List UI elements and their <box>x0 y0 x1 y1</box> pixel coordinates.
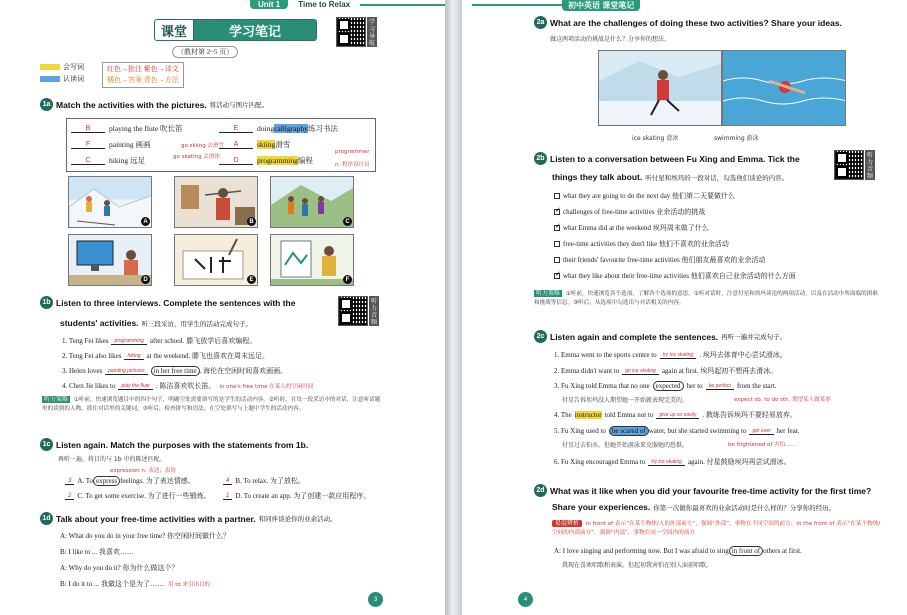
sentence-text: 3. Helen loves <box>62 367 103 375</box>
strategy-tag: 听力策略 <box>536 290 561 297</box>
sentence-2 <box>554 366 777 376</box>
answer-blank[interactable]: F <box>71 141 105 149</box>
section-1d-title <box>40 512 337 525</box>
usage-note <box>552 520 884 537</box>
right-header <box>462 0 907 10</box>
strategy-text: ①听前，快速浏览题目中的四个句子，明确空处需要填写的是学生的活动内容。②听时，在每一段采访中的对话，注意听话题里的谈到的人物，抓住对话里的关键词，③听后，检查拼写和语法，在空处填写与上题中学生的活动内容。 <box>42 397 381 412</box>
highlight-word: calligraphy <box>274 124 308 133</box>
match-item <box>71 139 150 150</box>
photo-label: B <box>247 217 256 226</box>
strategy-tag: 听力策略 <box>44 396 69 403</box>
highlight-word: skiing <box>257 140 276 149</box>
dialogue-text: B: I do it to ... 我做这个是为了…… <box>60 580 165 588</box>
sentence-6 <box>554 457 791 467</box>
sentence-text: feelings. 为了表达情感。 <box>120 477 195 485</box>
section-title-text: Listen again and complete the sentences. <box>550 331 719 342</box>
answer-blank[interactable]: programming <box>111 338 146 345</box>
section-badge: 2d <box>534 484 547 497</box>
section-title-text: Listen to three interviews. Complete the sentences with the <box>56 297 296 308</box>
highlight-word: programming <box>257 156 298 165</box>
dialogue-line <box>60 579 210 589</box>
answer-blank[interactable]: be perfect <box>706 383 734 390</box>
section-title-cn: 做这两项活动的挑战是什么？分享你的想法。 <box>550 36 671 43</box>
section-1c-title <box>40 438 308 451</box>
answer-blank[interactable]: 1 <box>223 493 232 500</box>
section-2b-title-cont <box>552 172 788 182</box>
section-1b-title-cont <box>60 318 252 328</box>
translation: 我现在喜欢唱歌和表演。但起初我害怕在别人面前唱歌。 <box>562 562 713 569</box>
checkbox-checked[interactable] <box>554 209 560 215</box>
section-title-cn: 将活动与图片匹配。 <box>209 101 269 109</box>
checkbox-checked[interactable] <box>554 225 560 231</box>
sentence-3 <box>62 366 287 376</box>
qr-label: 学习导航 <box>368 19 375 47</box>
section-badge: 2b <box>534 152 547 165</box>
audio-qr-code[interactable] <box>834 150 864 180</box>
legend <box>40 62 84 84</box>
annotation: expression n. 表达；表情 <box>110 468 176 474</box>
annotation: n. 程序设计员 <box>335 162 370 168</box>
section-title-text: Listen to a conversation between Fu Xing and Emma. Tick the <box>550 153 800 164</box>
section-title-cn: 再听一遍并完成句子。 <box>721 333 787 341</box>
answer-blank[interactable]: play the flute <box>118 383 152 390</box>
tick-item-text: what Emma did at the weekend 埃玛周末做了什么 <box>563 224 709 232</box>
answer-blank[interactable]: try ice skating <box>648 459 685 466</box>
tick-item[interactable] <box>554 255 765 265</box>
circled-word: expected <box>653 381 684 391</box>
calligraphy-illustration <box>175 235 258 286</box>
photo-b <box>174 176 258 228</box>
sentence-text: 1. Emma went to the sports centre to <box>554 351 657 359</box>
section-badge: 2c <box>534 330 547 343</box>
highlight-word: instructor <box>574 411 602 419</box>
legend-label: 认读词 <box>63 75 84 83</box>
textbook-pages: （教材第 2~5 页） <box>172 46 238 58</box>
section-title-text: What was it like when you did your favourite free-time activity for the first time? <box>550 485 872 496</box>
match-text: 编程 <box>297 156 313 165</box>
section-2d-title <box>534 484 871 497</box>
match-text: 滑雪 <box>275 140 291 149</box>
purpose-a <box>62 476 195 486</box>
ice-skating-photo <box>598 50 722 126</box>
sentence-text: . 陈洁喜欢吹长笛。 <box>155 382 216 390</box>
tick-item-text: their friends' favourite free-time activities 他们朋友最喜欢的业余活动 <box>563 256 766 264</box>
sentence-text: told Emma not to <box>604 411 654 419</box>
match-item <box>219 155 313 166</box>
note-text: in front of 表示“在某个物体/人的外部前方”，强调“外部”，事物在不同空间的前方；in the front of 表示“在某个物体/空间的内部前方”，强调“内部”，事物在同一空间内的前方 <box>552 521 881 536</box>
header-rule <box>472 4 562 6</box>
photo-d <box>68 234 152 286</box>
sentence-1 <box>62 336 256 346</box>
section-2b-title <box>534 152 800 165</box>
sentence-text: . 埃玛去体育中心尝试滑冰。 <box>699 351 787 359</box>
section-title-text: Talk about your free-time activities with a partner. <box>56 513 256 524</box>
audio-qr-code[interactable] <box>338 296 368 326</box>
sentence-text: 2. Emma didn't want to <box>554 367 620 375</box>
sentence-3 <box>554 381 776 391</box>
sentence-text: D. To create an app. 为了创建一款应用程序。 <box>235 492 371 500</box>
match-text: 练习书法 <box>307 124 338 133</box>
section-title-text: What are the challenges of doing these two activities? Share your ideas. <box>550 17 842 28</box>
section-title-text: students' activities. <box>60 318 139 328</box>
circled-phrase: be scared of <box>609 426 649 436</box>
circled-word: express <box>93 476 120 486</box>
skiing-illustration <box>69 177 152 228</box>
answer-blank[interactable]: D <box>219 157 253 165</box>
color-key-line: 红色→批注 紫色→译文 <box>107 65 179 73</box>
listening-strategy <box>42 396 382 413</box>
ice-skating-illustration <box>599 51 722 126</box>
answer-blank[interactable]: E <box>219 125 253 133</box>
sentence-text: 4. Chen Jie likes to <box>62 382 116 390</box>
match-text: hiking 远足 <box>109 156 146 165</box>
match-item <box>71 155 145 166</box>
unit-tag: Unit 1 <box>250 0 288 9</box>
annotation: programmer <box>335 149 370 155</box>
sentence-text: 3. Fu Xing told Emma that no one <box>554 382 650 390</box>
sentence-text: again. 付星鼓励埃玛再尝试滑冰。 <box>687 458 791 466</box>
section-1a-title <box>40 98 268 111</box>
left-page <box>0 0 445 615</box>
purpose-d <box>220 491 370 501</box>
page-title <box>154 19 317 41</box>
photo-c <box>270 176 354 228</box>
answer-blank[interactable]: C <box>71 157 105 165</box>
section-2d-title-cont <box>552 502 835 512</box>
answer-blank[interactable]: try ice skating <box>660 352 697 359</box>
sentence-text: 5. Fu Xing used to <box>554 427 606 435</box>
match-item <box>71 123 183 134</box>
tick-item[interactable] <box>554 207 705 217</box>
dialogue-line: A: What do you do in your free time? 你空闲时间做什么？ <box>60 532 230 540</box>
checkbox-checked[interactable] <box>554 273 560 279</box>
match-item <box>219 123 338 134</box>
title-part-b: 学习笔记 <box>194 20 316 40</box>
unit-title: Time to Relax <box>298 0 351 9</box>
legend-row-write <box>40 62 84 72</box>
sentence-text: 6. Fu Xing encouraged Emma to <box>554 458 646 466</box>
section-badge: 1b <box>40 296 53 309</box>
answer-blank[interactable]: go ice skating <box>622 368 659 375</box>
sentence-5 <box>554 426 799 436</box>
answer-blank[interactable]: B <box>71 125 105 133</box>
photo-caption: swimming 游泳 <box>714 135 759 142</box>
purpose-c <box>62 491 211 501</box>
matching-box <box>66 118 376 172</box>
annotation: in one's free time 在某人的空闲时间 <box>219 384 314 390</box>
section-title-text: Listen again. Match the purposes with the statements from 1b. <box>56 439 309 450</box>
photo-a <box>68 176 152 228</box>
section-title-text: Match the activities with the pictures. <box>56 99 207 110</box>
tick-item-text: free-time activities they don't like 他们不喜欢的业余活动 <box>563 240 729 248</box>
section-title-cn: 听三段采访，用学生的活动完成句子。 <box>141 319 253 328</box>
sentence-1 <box>554 350 787 360</box>
match-text: painting 画画 <box>109 140 151 149</box>
sentence-text: C. To get some exercise. 为了进行一些锻炼。 <box>77 492 211 500</box>
answer-blank[interactable]: get over <box>749 428 773 435</box>
sentence-4 <box>62 381 313 391</box>
blue-swatch <box>40 76 60 82</box>
checkbox[interactable] <box>554 257 560 263</box>
annotation: expect sb. to do sth. 期望某人做某事 <box>734 397 831 403</box>
dialogue-line: B: I like to ... 我喜欢…… <box>60 548 134 556</box>
answer-blank[interactable]: painting pictures <box>105 368 147 375</box>
section-title-cn: 和同伴谈论你的业余活动。 <box>258 515 337 523</box>
yellow-swatch <box>40 64 60 70</box>
tick-item-text: challenges of free-time activities 业余活动的挑战 <box>563 208 706 216</box>
sentence-text: B. To relax. 为了放松。 <box>235 477 305 485</box>
answer-blank[interactable]: 2 <box>65 493 74 500</box>
sentence-2 <box>62 351 269 361</box>
tick-item[interactable] <box>554 191 735 201</box>
tick-item[interactable] <box>554 239 729 249</box>
strategy-text: ①听前，快速浏览各个选项，了解各个选项的意思。②听对话时，注意付星和埃玛谈论的两项活动，以及在活动中所面临的困难和挑战等信息。③听后，从选项中勾选出与对话相关的内容。 <box>534 291 878 306</box>
photo-label: E <box>247 275 256 284</box>
tick-item[interactable] <box>554 271 796 281</box>
sentence-text: her fear. <box>776 427 800 435</box>
sentence-text: 4. The <box>554 411 572 419</box>
annotation: go skating 去滑冰 <box>173 154 220 160</box>
answer-text: A: I love singing and performing now. But I was afraid to sing <box>554 547 729 555</box>
sentence-text: 1. Teng Fei likes <box>62 337 109 345</box>
book-gutter <box>445 0 462 615</box>
sample-answer <box>554 546 802 556</box>
answer-text: others at first. <box>763 547 802 555</box>
match-text: playing the flute 吹长笛 <box>109 124 183 133</box>
qr-label: 听力音频 <box>370 298 377 326</box>
header-rule <box>360 4 445 6</box>
note-tag: 易混辨析 <box>552 520 582 527</box>
section-title-text: things they talk about. <box>552 172 643 182</box>
sentence-text: again at first. 埃玛起初不想再去滑冰。 <box>661 367 778 375</box>
section-2c-title <box>534 330 786 343</box>
legend-label: 会写词 <box>63 63 84 71</box>
checkbox[interactable] <box>554 193 560 199</box>
tick-item[interactable] <box>554 223 709 233</box>
dialogue-line: A: Why do you do it? 你为什么做这个？ <box>60 564 179 572</box>
section-2a-title <box>534 16 842 29</box>
programming-illustration <box>69 235 152 286</box>
page-number: 4 <box>518 592 533 607</box>
sentence-text: at the weekend. 滕飞也喜欢在周末远足。 <box>146 352 270 360</box>
annotation: 用 to 来引出目的 <box>168 582 211 588</box>
qr-code[interactable] <box>336 17 366 47</box>
photo-f <box>270 234 354 286</box>
painting-illustration <box>271 235 354 286</box>
listening-strategy <box>534 290 882 307</box>
match-text: doing <box>257 124 275 133</box>
section-title-cn: 你第一次做你最喜欢的业余活动时是什么样的？分享你的经历。 <box>653 503 836 512</box>
annotation: go skiing 去滑雪 <box>181 143 224 149</box>
swimming-photo <box>722 50 846 126</box>
photo-caption: ice skating 滑冰 <box>632 135 679 142</box>
sentence-text: water, but she started swimming to <box>648 427 747 435</box>
sentence-text: . 教练告诉埃玛不要轻易放弃。 <box>702 411 797 419</box>
translation: 付星过去怕水，但她开始游泳来克服她的恐惧。 <box>562 442 689 449</box>
sentence-text: from the start. <box>736 382 777 390</box>
header-tag: 初中英语 课堂笔记 <box>562 0 640 11</box>
tick-item-text: what they like about their free-time activities 他们喜欢自己业余活动的什么方面 <box>563 272 796 280</box>
answer-blank[interactable]: 3 <box>65 478 74 485</box>
right-page <box>462 0 907 615</box>
qr-label: 听力音频 <box>866 152 873 180</box>
color-key-line: 橘色→答案 青色→方法 <box>107 76 179 84</box>
circled-phrase: in her free time <box>151 366 200 376</box>
answer-blank[interactable]: hiking <box>124 353 143 360</box>
flute-illustration <box>175 177 258 228</box>
unit-header <box>250 0 350 9</box>
photo-label: A <box>141 217 150 226</box>
answer-blank[interactable]: A <box>219 141 253 149</box>
answer-blank[interactable]: 4 <box>223 478 232 485</box>
sentence-4 <box>554 410 797 420</box>
section-badge: 2a <box>534 16 547 29</box>
match-item <box>219 139 290 150</box>
sentence-text: . 海伦在空闲时间喜欢画画。 <box>199 367 288 375</box>
photo-label: C <box>343 217 352 226</box>
legend-row-read <box>40 74 84 84</box>
section-badge: 1a <box>40 98 53 111</box>
sentence-text: after school. 滕飞放学后喜欢编程。 <box>149 337 257 345</box>
circled-phrase: in front of <box>729 546 763 556</box>
sentence-text: 2. Teng Fei also likes <box>62 352 122 360</box>
photo-label: D <box>141 275 150 284</box>
photo-label: F <box>343 275 352 284</box>
section-1b-title <box>40 296 295 309</box>
answer-blank[interactable]: give up so easily <box>656 412 699 419</box>
color-key <box>102 62 184 88</box>
annotation: be frightened of 害怕…… <box>728 442 797 448</box>
photo-e <box>174 234 258 286</box>
purpose-b <box>220 476 305 486</box>
section-badge: 1c <box>40 438 53 451</box>
page-number: 3 <box>368 592 383 607</box>
section-title-cn: 再听一遍，将目的与 1b 中的陈述匹配。 <box>58 456 166 463</box>
section-badge: 1d <box>40 512 53 525</box>
swimming-illustration <box>723 51 846 126</box>
sentence-text: her to <box>686 382 703 390</box>
sentence-text: A. To <box>77 477 94 485</box>
section-title-text: Share your experiences. <box>552 502 651 512</box>
checkbox[interactable] <box>554 241 560 247</box>
section-title-cn: 听付星和埃玛的一段对话，勾选他们谈论的内容。 <box>645 173 789 182</box>
translation: 付星告诉埃玛没人期望她一开始就表现完美的。 <box>562 397 689 404</box>
title-part-a: 课堂 <box>155 20 194 40</box>
tick-item-text: what they are going to do the next day 他们第二天要做什么 <box>563 192 736 200</box>
hiking-illustration <box>271 177 354 228</box>
